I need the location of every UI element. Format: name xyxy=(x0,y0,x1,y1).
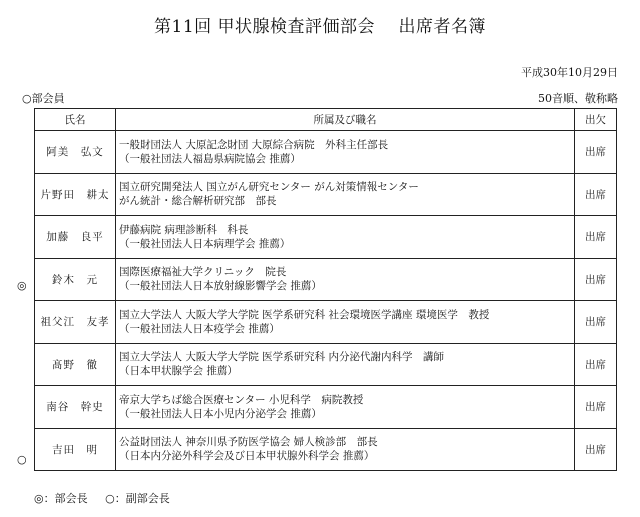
affiliation-line: がん統計・総合解析研究部 部長 xyxy=(119,195,277,208)
attendance-status: 出席 xyxy=(575,216,617,259)
table-header-row xyxy=(35,109,617,131)
affiliation-line: （日本内分泌外科学会及び日本甲状腺外科学会 推薦） xyxy=(119,450,375,463)
table-row xyxy=(35,131,617,174)
affiliation-line: （一般社団法人日本疫学会 推薦） xyxy=(119,322,280,335)
affiliation-line: （一般社団法人日本病理学会 推薦） xyxy=(119,237,291,250)
attendance-status: 出席 xyxy=(575,301,617,344)
member-name: 片野田 耕太 xyxy=(35,173,116,216)
member-name: 南谷 幹史 xyxy=(35,386,116,429)
table-row xyxy=(35,301,617,344)
affiliation-line: 国立研究開発法人 国立がん研究センター がん対策情報センター xyxy=(119,181,419,194)
attendance-status: 出席 xyxy=(575,131,617,174)
affiliation-column-header: 所属及び職名 xyxy=(116,109,575,131)
attendance-status: 出席 xyxy=(575,173,617,216)
affiliation-line: 帝京大学ちば総合医療センター 小児科学 病院教授 xyxy=(119,393,364,406)
affiliation-line: 国立大学法人 大阪大学大学院 医学系研究科 内分泌代謝内科学 講師 xyxy=(119,351,445,364)
member-affiliation xyxy=(116,386,575,429)
chair-mark: ◎ xyxy=(17,279,27,292)
affiliation-line: 一般財団法人 大原記念財団 大原綜合病院 外科主任部長 xyxy=(119,138,389,151)
section-label: ○部会員 xyxy=(22,92,65,105)
table-row xyxy=(35,343,617,386)
table-row xyxy=(35,216,617,259)
attendance-status: 出席 xyxy=(575,428,617,471)
attendance-status: 出席 xyxy=(575,386,617,429)
affiliation-line: 公益財団法人 神奈川県予防医学協会 婦人検診部 部長 xyxy=(119,436,378,449)
affiliation-line: 国立大学法人 大阪大学大学院 医学系研究科 社会環境医学講座 環境医学 教授 xyxy=(119,308,490,321)
legend-vice-chair: ○：副部会長 xyxy=(105,492,170,505)
legend xyxy=(34,490,184,506)
attendee-table xyxy=(34,108,617,471)
member-affiliation xyxy=(116,428,575,471)
table-row xyxy=(35,428,617,471)
document-date: 平成30年10月29日 xyxy=(521,66,618,79)
member-affiliation xyxy=(116,343,575,386)
table-row xyxy=(35,386,617,429)
attendance-status: 出席 xyxy=(575,343,617,386)
member-name: 髙野 徹 xyxy=(35,343,116,386)
legend-chair: ◎：部会長 xyxy=(34,492,88,505)
member-name: 祖父江 友孝 xyxy=(35,301,116,344)
order-note: 50音順、敬称略 xyxy=(538,92,618,105)
table-row xyxy=(35,258,617,301)
attendance-status: 出席 xyxy=(575,258,617,301)
name-column-header: 氏名 xyxy=(35,109,116,131)
affiliation-line: 伊藤病院 病理診断科 科長 xyxy=(119,223,249,236)
vice-chair-mark: ○ xyxy=(17,453,27,466)
member-name: 鈴木 元 xyxy=(35,258,116,301)
member-name: 阿美 弘文 xyxy=(35,131,116,174)
affiliation-line: 国際医療福祉大学クリニック 院長 xyxy=(119,266,287,279)
page-title: 第11回 甲状腺検査評価部会 出席者名簿 xyxy=(154,17,486,37)
member-name: 吉田 明 xyxy=(35,428,116,471)
member-affiliation xyxy=(116,216,575,259)
member-name: 加藤 良平 xyxy=(35,216,116,259)
table-row xyxy=(35,173,617,216)
attendance-column-header: 出欠 xyxy=(575,109,617,131)
affiliation-line: （一般社団法人日本放射線影響学会 推薦） xyxy=(119,280,322,293)
member-affiliation xyxy=(116,131,575,174)
member-affiliation xyxy=(116,173,575,216)
affiliation-line: （一般社団法人日本小児内分泌学会 推薦） xyxy=(119,407,322,420)
member-affiliation xyxy=(116,301,575,344)
member-affiliation xyxy=(116,258,575,301)
affiliation-line: （日本甲状腺学会 推薦） xyxy=(119,365,238,378)
affiliation-line: （一般社団法人福島県病院協会 推薦） xyxy=(119,152,301,165)
